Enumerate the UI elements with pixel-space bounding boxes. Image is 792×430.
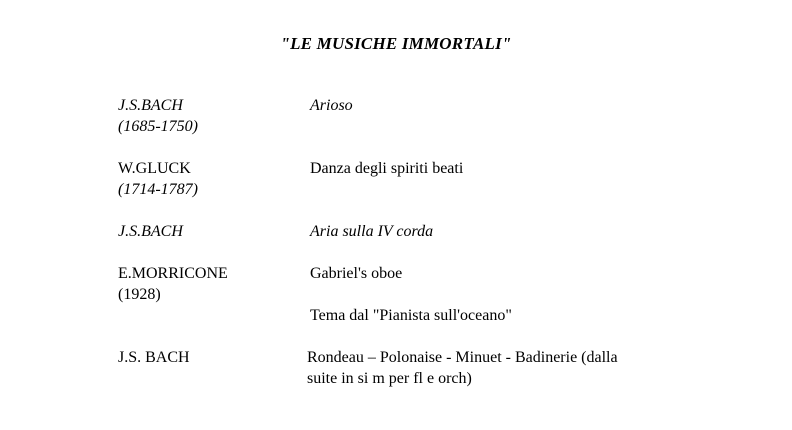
work-title-line: Rondeau – Polonaise - Minuet - Badinerie (dalla bbox=[307, 349, 618, 366]
composer-name: W.GLUCK bbox=[118, 160, 191, 177]
composer-entry bbox=[118, 263, 298, 305]
composer-entry bbox=[118, 347, 298, 368]
work-entry bbox=[310, 95, 690, 116]
work-entry bbox=[310, 221, 690, 242]
work-title: Tema dal "Pianista sull'oceano" bbox=[310, 307, 512, 324]
work-entry bbox=[310, 158, 690, 179]
work-entry bbox=[310, 305, 690, 326]
composer-name: J.S.BACH bbox=[118, 97, 183, 114]
composer-entry bbox=[118, 221, 298, 242]
work-title: Aria sulla IV corda bbox=[310, 223, 434, 240]
work-title: Danza degli spiriti beati bbox=[310, 160, 464, 177]
composer-name: J.S. BACH bbox=[118, 349, 190, 366]
composer-name: E.MORRICONE bbox=[118, 265, 228, 282]
work-entry bbox=[307, 347, 687, 389]
composer-dates: (1928) bbox=[118, 286, 161, 303]
work-title: Arioso bbox=[310, 97, 353, 114]
program-title: "LE MUSICHE IMMORTALI" bbox=[280, 34, 512, 53]
composer-name: J.S.BACH bbox=[118, 223, 183, 240]
work-entry bbox=[310, 263, 690, 284]
work-title-line: suite in si m per fl e orch) bbox=[307, 370, 472, 387]
composer-dates: (1685-1750) bbox=[118, 118, 198, 135]
composer-entry bbox=[118, 158, 298, 200]
work-title: Gabriel's oboe bbox=[310, 265, 403, 282]
composer-dates: (1714-1787) bbox=[118, 181, 198, 198]
composer-entry bbox=[118, 95, 298, 137]
